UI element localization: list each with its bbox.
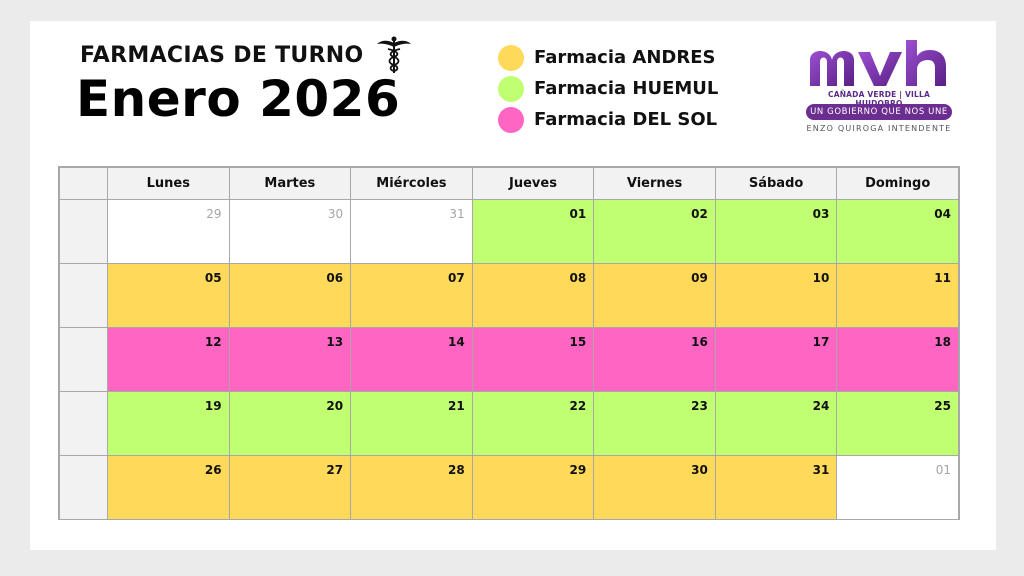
calendar-day-andres: 11 — [837, 264, 959, 328]
legend-label: Farmacia HUEMUL — [534, 78, 719, 99]
calendar-week-row — [60, 392, 959, 456]
municipality-logo — [806, 38, 952, 138]
calendar-day-huemul: 22 — [472, 392, 594, 456]
logo-location-text: CAÑADA VERDE | VILLA — [827, 90, 930, 99]
page-subtitle: FARMACIAS DE TURNO — [80, 42, 364, 68]
day-header: Miércoles — [351, 168, 473, 200]
legend-label: Farmacia ANDRES — [534, 47, 716, 68]
calendar-day-huemul: 23 — [594, 392, 716, 456]
calendar-day-andres: 05 — [108, 264, 230, 328]
legend-label: Farmacia DEL SOL — [534, 109, 718, 130]
day-header: Jueves — [472, 168, 594, 200]
legend — [498, 42, 718, 135]
calendar-day-andres: 31 — [715, 456, 837, 520]
week-label-cell — [60, 264, 108, 328]
calendar-day-delsol: 18 — [837, 328, 959, 392]
calendar-day-outside-month: 31 — [351, 200, 473, 264]
calendar-day-huemul: 19 — [108, 392, 230, 456]
calendar-day-andres: 26 — [108, 456, 230, 520]
calendar-header-row — [60, 168, 959, 200]
legend-item-andres — [498, 42, 718, 73]
legend-item-huemul — [498, 73, 718, 104]
header — [80, 35, 414, 75]
calendar-day-andres: 10 — [715, 264, 837, 328]
day-header: Viernes — [594, 168, 716, 200]
calendar-day-delsol: 17 — [715, 328, 837, 392]
week-label-cell — [60, 200, 108, 264]
calendar-corner — [60, 168, 108, 200]
week-label-cell — [60, 456, 108, 520]
day-header: Lunes — [108, 168, 230, 200]
calendar-day-andres: 30 — [594, 456, 716, 520]
calendar-week-row — [60, 200, 959, 264]
calendar-day-delsol: 13 — [229, 328, 351, 392]
logo-slogan: UN GOBIERNO QUE NOS UNE — [806, 104, 952, 120]
calendar-day-huemul: 20 — [229, 392, 351, 456]
calendar-day-delsol: 14 — [351, 328, 473, 392]
legend-dot — [498, 76, 524, 102]
calendar-day-huemul: 25 — [837, 392, 959, 456]
calendar-week-row — [60, 456, 959, 520]
calendar-day-andres: 08 — [472, 264, 594, 328]
calendar-day-andres: 28 — [351, 456, 473, 520]
calendar-day-andres: 29 — [472, 456, 594, 520]
calendar-day-andres: 27 — [229, 456, 351, 520]
calendar-week-row — [60, 264, 959, 328]
calendar-day-delsol: 12 — [108, 328, 230, 392]
legend-dot — [498, 107, 524, 133]
legend-item-delsol — [498, 104, 718, 135]
calendar-day-huemul: 04 — [837, 200, 959, 264]
calendar-day-outside-month: 29 — [108, 200, 230, 264]
month-title: Enero 2026 — [76, 70, 401, 128]
week-label-cell — [60, 328, 108, 392]
legend-dot — [498, 45, 524, 71]
caduceus-icon — [374, 35, 414, 75]
calendar-day-outside-month: 01 — [837, 456, 959, 520]
day-header: Sábado — [715, 168, 837, 200]
calendar-day-andres: 06 — [229, 264, 351, 328]
calendar-day-huemul: 02 — [594, 200, 716, 264]
calendar-day-delsol: 15 — [472, 328, 594, 392]
week-label-cell — [60, 392, 108, 456]
calendar-day-andres: 07 — [351, 264, 473, 328]
calendar-day-huemul: 21 — [351, 392, 473, 456]
calendar-day-delsol: 16 — [594, 328, 716, 392]
calendar-grid — [58, 166, 960, 520]
calendar-day-outside-month: 30 — [229, 200, 351, 264]
mvh-logo-mark — [806, 38, 952, 88]
calendar-week-row — [60, 328, 959, 392]
logo-mayor-text: ENZO QUIROGA INTENDENTE — [806, 124, 952, 133]
calendar-day-huemul: 01 — [472, 200, 594, 264]
calendar-day-andres: 09 — [594, 264, 716, 328]
calendar-day-huemul: 03 — [715, 200, 837, 264]
day-header: Domingo — [837, 168, 959, 200]
calendar-day-huemul: 24 — [715, 392, 837, 456]
day-header: Martes — [229, 168, 351, 200]
